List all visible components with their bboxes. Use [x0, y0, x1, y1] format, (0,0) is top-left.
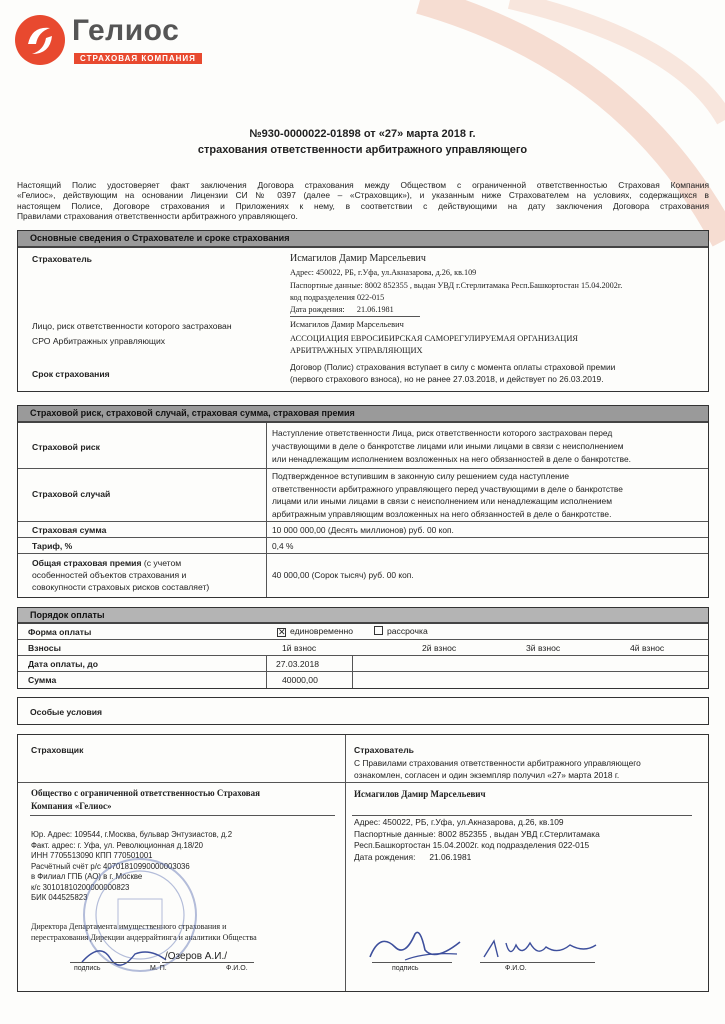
brand-tagline: СТРАХОВАЯ КОМПАНИЯ — [74, 53, 202, 64]
section-basic-info-header: Основные сведения о Страхователе и сроке страхования — [18, 231, 708, 248]
rate-label: Тариф, % — [32, 541, 73, 551]
signatures-row-divider — [18, 782, 708, 783]
term-label: Срок страхования — [32, 369, 110, 379]
policyholder-note-2: ознакомлен, согласен и один экземпляр получил «27» марта 2018 г. — [354, 770, 620, 780]
holder-name: Исмагилов Дамир Марсельевич — [354, 789, 486, 799]
risk-row-divider-2 — [18, 521, 708, 522]
risk-row-divider-4 — [18, 553, 708, 554]
risk-text: Наступление ответственности Лица, риск ответственности которого застрахован перед участвующими в деле о банкротстве лицами или иными лицами в связи с неисполнением или ненадлежащим исполнением возложенных на него обязанностей в деле о банкротстве. — [272, 428, 631, 464]
rate-value: 0,4 % — [272, 541, 294, 551]
policy-title — [0, 126, 725, 158]
risk-row-divider-3 — [18, 537, 708, 538]
holder-sign-line — [372, 962, 452, 963]
sro-value-2: АРБИТРАЖНЫХ УПРАВЛЯЮЩИХ — [290, 346, 423, 355]
policy-number: №930-0000022-01898 от «27» марта 2018 г. — [249, 128, 476, 140]
insurer-division: код подразделения 022-015 — [290, 293, 385, 302]
payment-col-1: 1й взнос — [282, 643, 317, 653]
holder-underline — [352, 815, 692, 816]
case-text: Подтвержденное вступившим в законную силу решением суда наступление ответственности арбитражного управляющего перед участвующими в деле о банкротстве лицами или иными лицами в связи с неисполнением или ненадлежащим исполнением арбитражным управляющим возложенных на него обязанностей в деле о банкротстве. — [272, 471, 623, 519]
sum-label: Страховая сумма — [32, 525, 107, 535]
insurer-label: Страхователь — [32, 254, 92, 264]
holder-signature-icon — [365, 922, 465, 967]
payment-row-divider-2 — [18, 655, 708, 656]
insurer-title: Страховщик — [31, 745, 84, 755]
sro-label: СРО Арбитражных управляющих — [32, 336, 166, 346]
payment-date-value: 27.03.2018 — [276, 659, 320, 669]
sro-value-1: АССОЦИАЦИЯ ЕВРОСИБИРСКАЯ САМОРЕГУЛИРУЕМАЯ ОРГАНИЗАЦИЯ — [290, 334, 578, 343]
liable-label: Лицо, риск ответственности которого застрахован — [32, 321, 232, 331]
payment-amount-value: 40000,00 — [282, 675, 318, 685]
payment-col-divider — [266, 655, 267, 688]
insurer-name: Исмагилов Дамир Марсельевич — [290, 253, 426, 264]
payment-row-divider-3 — [18, 671, 708, 672]
insurer-fio: /Озеров А.И./ — [165, 951, 227, 962]
insurer-birth: Дата рождения: 21.06.1981 — [290, 305, 394, 314]
brand-name: Гелиос — [72, 14, 180, 47]
insurer-fio-label: Ф.И.О. — [226, 965, 248, 972]
premium-value: 40 000,00 (Сорок тысяч) руб. 00 коп. — [272, 570, 414, 580]
holder-details: Адрес: 450022, РБ, г.Уфа, ул.Акназарова, д.26, кв.109 Паспортные данные: 8002 852355 , выдан УВД г.Стерлитамака Респ.Башкортостан 15.04.2002г. код подразделения 022-015 Дата рождения: 21.06.1981 — [354, 817, 600, 862]
payment-col-2: 2й взнос — [422, 643, 457, 653]
insurer-fio-line — [162, 962, 254, 963]
holder-fio-line — [480, 962, 595, 963]
mp-label: М. П. — [150, 965, 167, 972]
section-special — [17, 697, 709, 725]
term-value-1: Договор (Полис) страхования вступает в силу с момента оплаты страховой премии — [290, 362, 616, 372]
premium-label: Общая страховая премия (с учетом особенностей объектов страхования и совокупности страховых рисков составляет) — [32, 558, 210, 592]
signatures-col-divider — [345, 735, 346, 991]
policy-subtitle: страхования ответственности арбитражного управляющего — [197, 144, 528, 156]
director-title: Директора Департамента имущественного страхования и перестрахования Дирекции андеррайтинга и аналитики Общества — [31, 922, 257, 942]
section-payment-header: Порядок оплаты — [18, 608, 708, 624]
payment-form-label: Форма оплаты — [28, 627, 92, 637]
company-underline — [30, 815, 335, 816]
liable-value: Исмагилов Дамир Марсельевич — [290, 320, 404, 329]
payment-col-divider-2 — [352, 655, 353, 688]
holder-sign-label: подпись — [392, 965, 419, 972]
payment-col-4: 4й взнос — [630, 643, 665, 653]
risk-row-divider-1 — [18, 468, 708, 469]
case-label: Страховой случай — [32, 489, 111, 499]
installment-option[interactable]: рассрочка — [374, 626, 428, 636]
policyholder-note-1: С Правилами страхования ответственности арбитражного управляющего — [354, 758, 641, 768]
company-details: Юр. Адрес: 109544, г.Москва, бульвар Энтузиастов, д.2 Факт. адрес: г. Уфа, ул. Революционная д.18/20 ИНН 7705513090 КПП 770501001 Расчётный счёт р/с 40701810990000003036 в Филиал ГПБ (АО) в г. Москве к/с 30101810200000000823 БИК 044525823 — [31, 830, 233, 902]
payment-date-label: Дата оплаты, до — [28, 659, 98, 669]
term-value-2: (первого страхового взноса), но не ранее 27.03.2018, и действует по 26.03.2019. — [290, 374, 604, 384]
helios-logo-icon — [14, 14, 66, 66]
installment-checkbox[interactable] — [374, 626, 383, 635]
once-checkbox[interactable]: ✕ — [278, 627, 286, 637]
company-name: Общество с ограниченной ответственностью Страховая Компания «Гелиос» — [31, 788, 260, 811]
risk-column-divider — [266, 423, 267, 597]
policyholder-title: Страхователь — [354, 745, 414, 755]
payment-amount-label: Сумма — [28, 675, 57, 685]
section-risk-header: Страховой риск, страховой случай, страховая сумма, страховая премия — [18, 406, 708, 423]
intro-text: Настоящий Полис удостоверяет факт заключения Договора страхования между Обществом с ограниченной ответственностью Страховая Компания «Гелиос», действующим на основании Лицензии СИ № 0397 (далее – «Страховщик»), и указанным ниже Страхователем на условиях, содержащихся в настоящем Полисе, Договоре страхования и Приложениях к нему, в соответствии с действующими на дату заключения Договора страхования Правилами страхования ответственности арбитражного управляющего. — [17, 180, 709, 222]
payment-col-3: 3й взнос — [526, 643, 561, 653]
insurer-passport: Паспортные данные: 8002 852355 , выдан УВД г.Стерлитамака Респ.Башкортостан 15.04.2002г. — [290, 281, 623, 290]
payments-label: Взносы — [28, 643, 61, 653]
insurer-address: Адрес: 450022, РБ, г.Уфа, ул.Акназарова, д.26, кв.109 — [290, 268, 477, 277]
insurer-sign-line — [70, 962, 160, 963]
holder-signature-name-icon — [480, 935, 600, 965]
divider — [290, 316, 420, 317]
holder-fio-label: Ф.И.О. — [505, 965, 527, 972]
insurer-sign-label: подпись — [74, 965, 101, 972]
payment-row-divider-1 — [18, 639, 708, 640]
sum-value: 10 000 000,00 (Десять миллионов) руб. 00 коп. — [272, 525, 454, 535]
special-label: Особые условия — [30, 707, 103, 717]
risk-label: Страховой риск — [32, 442, 100, 452]
once-option[interactable]: ✕ единовременно — [278, 626, 354, 637]
